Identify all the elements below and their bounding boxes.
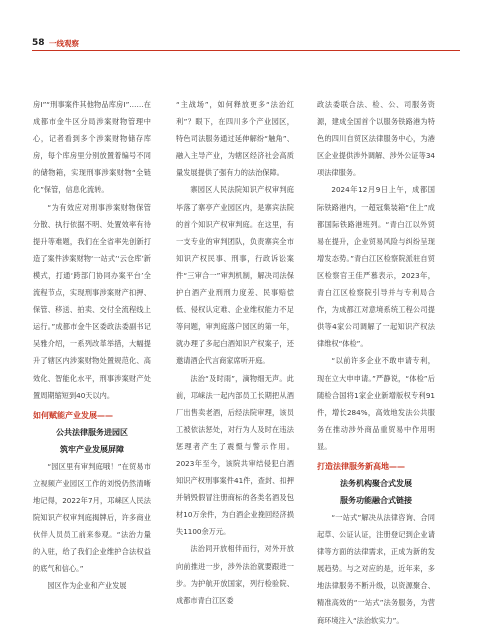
paragraph: “主战场”，如何释放更多“法治红利”？眼下，在四川多个产业园区，特色司法服务通过延伸解纷“触角”、融入主导产业，为辖区经济社会高质量发展提供了强有力的法治保障。	[176, 100, 294, 178]
page-number: 58	[32, 38, 45, 48]
paragraph: 政法委联合法、检、公、司服务资源，建成全国首个以服务铁路港为特色的四川自贸区法律服务中心，为港区企业提供涉外调解、涉外公证等34项法律服务。	[317, 100, 435, 178]
subheading-line-1: 法务机构聚合式发展	[340, 478, 412, 488]
paragraph: “为有效应对刑事涉案财物保管分散、执行依据不明、处置效率有待提升等难题，我们在全省率先创新打造了案件涉案财物‘一站式’‘云仓库’新模式，打通‘跨部门协同办案平台’全流程节点，实现刑事涉案财产扣押、保管、移送、拍卖、交付全流程线上运行。”成都市金牛区委政法委副书记吴雅介绍，一系列改革举措，大幅提升了辖区内涉案财物处置规范化、高效化、智能化水平，刑事涉案财产处置周期缩短到40天以内。	[33, 202, 151, 400]
column-3	[317, 96, 435, 629]
subheading-line-1: 公共法律服务进园区	[56, 427, 128, 437]
paragraph: 2024年12月9日上午，成都国际铁路港内，一超冠集装箱“住上”成都国际铁路港班列。“青白江以外贸易在提升，企业贸易风险与纠纷呈现增发态势。”青白江区检察院派驻自贸区检察官王佳严慕表示，2023年，青白江区检察院引导并与专利局合作，为成都江对意境系统工程公司提供等4家公司调解了一起知识产权法律维权“体检”。	[317, 185, 435, 349]
paragraph: 房Ⅰ”“刑事案件其他物品库房Ⅰ”……在成都市金牛区分局涉案财物管理中心，记者看到多个涉案财物储存库房，每个库房里分别放置着编号不同的储物箱，实现刑事涉案财物“全链化”保管，信息化流转。	[33, 100, 151, 195]
subheading-line-2: 服务功能融合式链接	[340, 495, 412, 505]
column-2	[176, 96, 294, 609]
paragraph: 寨园区人民法院知识产权审判庭毕落了寨亭产业园区内，是寨宾法院的首个知识产权审判庭。在这里，有一支专业的审判团队，负责寨宾全市知识产权民事、刑事，行政诉讼案件“三审合一”审判机制，解决司法保护白酒产业刑刑力度差、民事赔偿低、侵权认定难、企业维权能力不足等问题，审判庭落户园区的第一年，就办理了多起白酒知识产权案子，还邀请酒企代言商家席听开庭。	[176, 185, 294, 366]
paragraph: 法治“及时雨”，滴物细无声。此前，邛崃法一起内部员工长期把从酒厂出售卖老酒，后经法院审理，该员工被依法惩处，对行为人及时在违法惩理者产生了震慑与警示作用。2023年至今，该院共审结侵犯白酒知识产权刑事案件41件，查封、扣押并销毁假冒注册商标的各类名酒及包材10万余件，为白酒企业挽回经济损失1100余万元。	[176, 373, 294, 537]
column-1	[33, 96, 151, 594]
paragraph: 园区作为企业和产业发展	[47, 581, 127, 591]
paragraph: “一站式”解决从法律咨询、合同起草、公证认证，注册登记到企业请律等方面的法律需求，正成为新的发展趋势。与之对应的是，近年来，多地法律服务不断升级，以资源聚合、精准高效的“一站式”法务服务，为营商环境注入“法治软实力”。	[317, 512, 435, 625]
header-rule	[32, 50, 460, 51]
section-title: 一线观察	[49, 39, 79, 48]
subheading-line-2: 筑牢产业发展屏障	[60, 444, 124, 454]
subheading-kicker: 打造法律服务新高地——	[317, 461, 405, 471]
subheading-kicker: 如何赋能产业发展——	[33, 410, 113, 420]
paragraph: “园区里有审判庭哦！”在贸易市立视频产业园区工作的刘悦仍然清晰地记得，2022年7月，邛崃区人民法院知识产权审判庭揭牌后，许多商业伙伴人员员工前来参观。“法治力量的入驻，给了我们企业维护合法权益的底气和信心。”	[33, 461, 151, 574]
paragraph: “以前许多企业不敢申请专利，现在立大申申请。”严静说，“体检”后随检合国将1家企业新增版权专利91件，增长284%，高效地发法公共服务在推动涉外商品重贸易中作用明显。	[317, 356, 435, 451]
paragraph: 法治同开放相伴而行，对外开放向前推进一步，涉外法治就要跟进一步。为护航开放国家，列行检验院、成都市青白江区委	[176, 544, 294, 605]
